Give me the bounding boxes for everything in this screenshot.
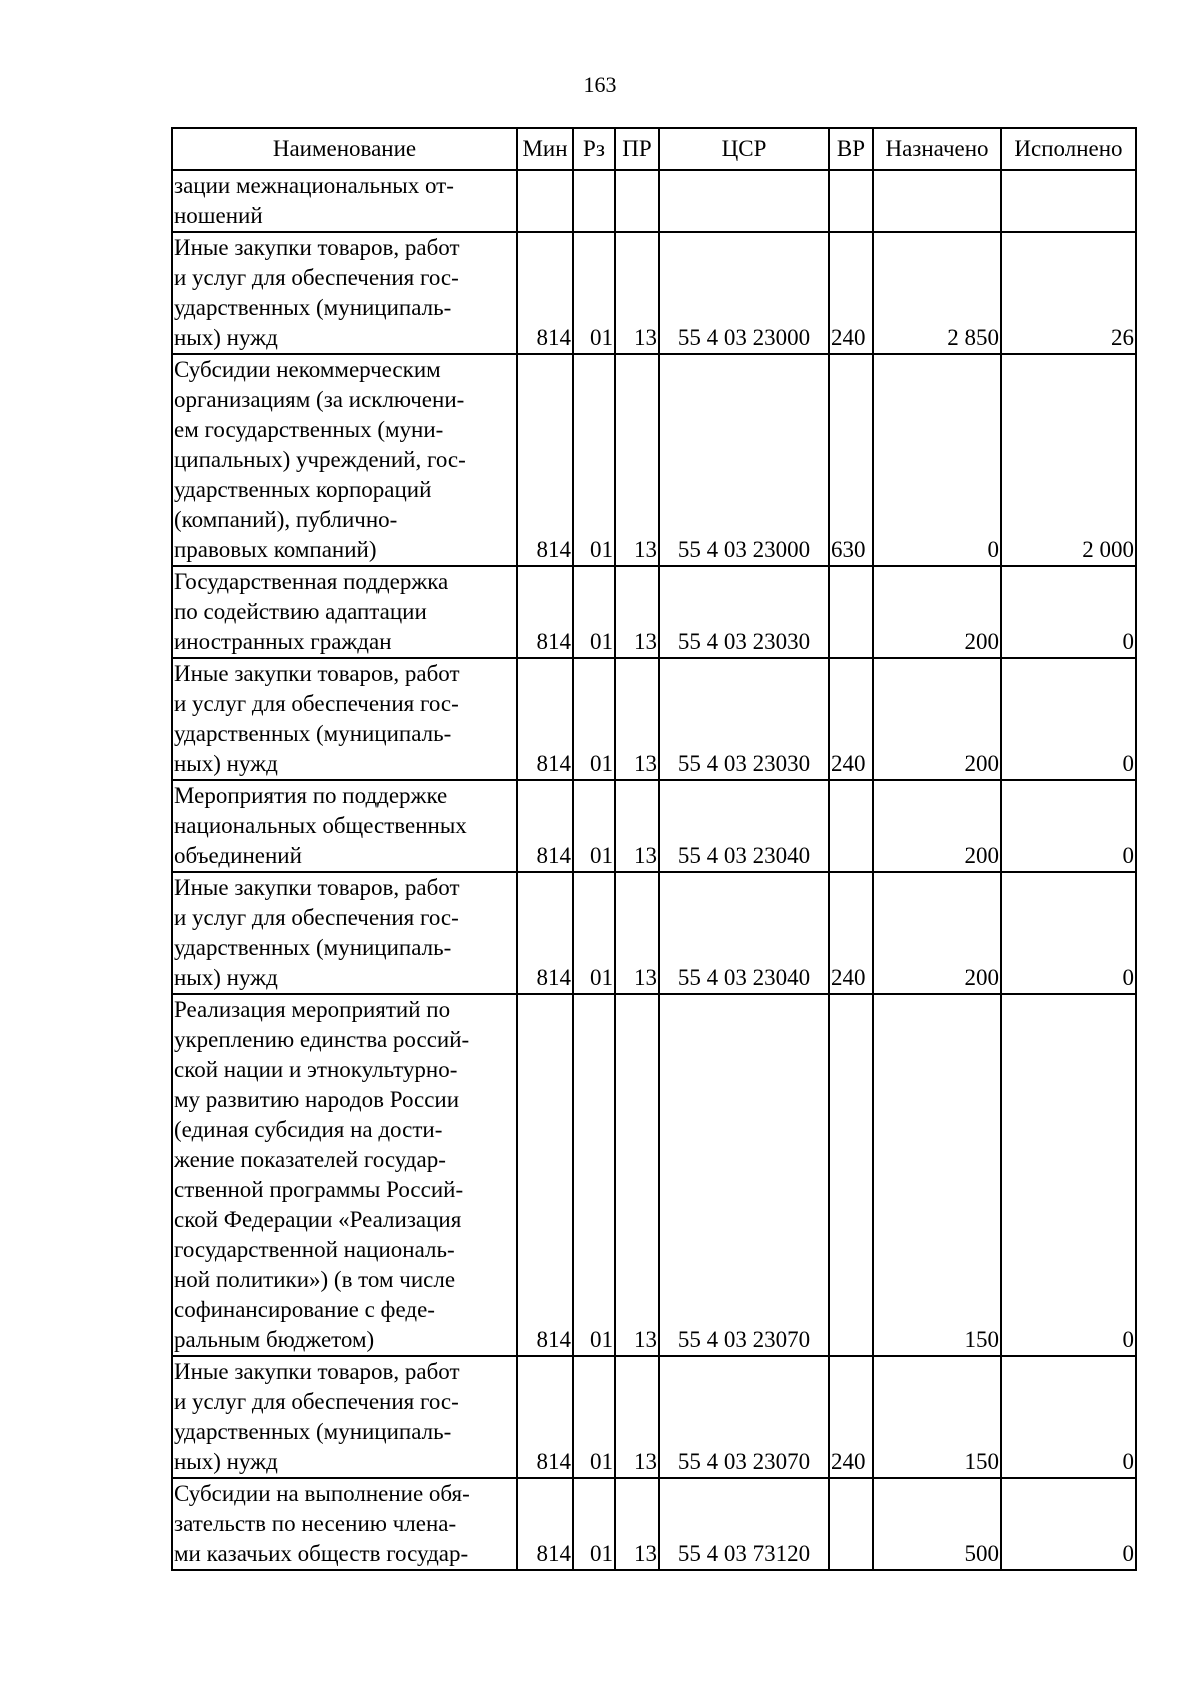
name-line: Субсидии на выполнение обя- [174,1481,470,1506]
cell-naznacheno: 200 [873,780,1001,872]
name-line: национальных общественных [174,813,467,838]
cell-rz: 01 [573,354,615,566]
cell-naznacheno: 500 [873,1478,1001,1570]
name-line: ных) нужд [174,751,278,776]
table-row [172,658,1136,780]
name-line: ной политики») (в том числе [174,1267,456,1292]
header-naznacheno: Назначено [873,128,1001,170]
table-row [172,1356,1136,1478]
cell-naimenovanie [172,1478,517,1570]
budget-table [171,127,1137,1571]
cell-naznacheno: 150 [873,994,1001,1356]
cell-csr: 55 4 03 23040 [659,872,829,994]
name-line: ных) нужд [174,1449,278,1474]
cell-csr: 55 4 03 23070 [659,1356,829,1478]
cell-naznacheno: 200 [873,566,1001,658]
cell-vr: 240 [829,872,873,994]
name-line: зации межнациональных от- [174,173,454,198]
cell-min: 814 [517,780,573,872]
name-line: ударственных (муниципаль- [174,295,452,320]
cell-pr [615,170,659,232]
header-naimenovanie: Наименование [172,128,517,170]
header-min: Мин [517,128,573,170]
name-line: по содействию адаптации [174,599,427,624]
cell-naimenovanie [172,658,517,780]
cell-naimenovanie [172,232,517,354]
cell-min: 814 [517,566,573,658]
name-line: ственной программы Россий- [174,1177,464,1202]
cell-min: 814 [517,354,573,566]
cell-naznacheno: 200 [873,872,1001,994]
name-line: ношений [174,203,263,228]
name-line: жение показателей государ- [174,1147,446,1172]
cell-ispolneno: 0 [1001,872,1136,994]
cell-naznacheno: 2 850 [873,232,1001,354]
cell-rz: 01 [573,872,615,994]
cell-naznacheno [873,170,1001,232]
name-line: (компаний), публично- [174,507,398,532]
cell-rz: 01 [573,780,615,872]
cell-csr: 55 4 03 23030 [659,658,829,780]
cell-vr [829,780,873,872]
name-line: му развитию народов России [174,1087,460,1112]
name-line: Реализация мероприятий по [174,997,451,1022]
cell-pr: 13 [615,354,659,566]
cell-naznacheno: 150 [873,1356,1001,1478]
table-row [172,354,1136,566]
name-line: (единая субсидия на дости- [174,1117,443,1142]
table-row [172,232,1136,354]
cell-ispolneno: 0 [1001,658,1136,780]
cell-naimenovanie [172,354,517,566]
cell-pr: 13 [615,1356,659,1478]
cell-rz [573,170,615,232]
cell-pr: 13 [615,566,659,658]
cell-rz: 01 [573,232,615,354]
header-rz: Рз [573,128,615,170]
cell-rz: 01 [573,1478,615,1570]
cell-vr: 240 [829,1356,873,1478]
name-line: Иные закупки товаров, работ [174,661,460,686]
name-line: ударственных (муниципаль- [174,721,452,746]
table-body [172,170,1136,1570]
cell-min: 814 [517,872,573,994]
header-csr: ЦСР [659,128,829,170]
table-row [172,780,1136,872]
cell-csr: 55 4 03 23000 [659,232,829,354]
name-line: ударственных (муниципаль- [174,1419,452,1444]
cell-csr: 55 4 03 23000 [659,354,829,566]
name-line: софинансирование с феде- [174,1297,435,1322]
name-line: и услуг для обеспечения гос- [174,1389,459,1414]
name-line: Государственная поддержка [174,569,449,594]
cell-naimenovanie [172,872,517,994]
cell-pr: 13 [615,994,659,1356]
cell-csr: 55 4 03 73120 [659,1478,829,1570]
name-line: ми казачьих обществ государ- [174,1541,469,1566]
name-line: правовых компаний) [174,537,377,562]
name-line: укреплению единства россий- [174,1027,470,1052]
cell-min [517,170,573,232]
cell-ispolneno: 0 [1001,566,1136,658]
cell-csr: 55 4 03 23030 [659,566,829,658]
cell-vr [829,170,873,232]
cell-naimenovanie [172,1356,517,1478]
name-line: ципальных) учреждений, гос- [174,447,466,472]
cell-vr [829,566,873,658]
cell-naimenovanie [172,780,517,872]
cell-csr [659,170,829,232]
name-line: ской нации и этнокультурно- [174,1057,458,1082]
header-pr: ПР [615,128,659,170]
cell-ispolneno: 0 [1001,1478,1136,1570]
name-line: Иные закупки товаров, работ [174,235,460,260]
cell-rz: 01 [573,566,615,658]
table-row [172,566,1136,658]
cell-pr: 13 [615,872,659,994]
cell-pr: 13 [615,232,659,354]
name-line: иностранных граждан [174,629,392,654]
cell-min: 814 [517,232,573,354]
name-line: государственной националь- [174,1237,455,1262]
cell-vr: 240 [829,658,873,780]
name-line: Иные закупки товаров, работ [174,1359,460,1384]
cell-vr: 630 [829,354,873,566]
cell-pr: 13 [615,1478,659,1570]
name-line: ем государственных (муни- [174,417,444,442]
name-line: ральным бюджетом) [174,1327,375,1352]
cell-min: 814 [517,658,573,780]
cell-rz: 01 [573,658,615,780]
cell-rz: 01 [573,1356,615,1478]
name-line: объединений [174,843,302,868]
cell-vr: 240 [829,232,873,354]
cell-vr [829,994,873,1356]
name-line: Иные закупки товаров, работ [174,875,460,900]
name-line: Мероприятия по поддержке [174,783,448,808]
cell-ispolneno: 0 [1001,780,1136,872]
cell-csr: 55 4 03 23040 [659,780,829,872]
cell-ispolneno: 0 [1001,994,1136,1356]
name-line: Субсидии некоммерческим [174,357,441,382]
cell-min: 814 [517,994,573,1356]
cell-naznacheno: 0 [873,354,1001,566]
cell-csr: 55 4 03 23070 [659,994,829,1356]
table-row [172,170,1136,232]
name-line: организациям (за исключени- [174,387,465,412]
cell-pr: 13 [615,658,659,780]
name-line: ударственных корпораций [174,477,432,502]
cell-naimenovanie [172,170,517,232]
cell-pr: 13 [615,780,659,872]
cell-naznacheno: 200 [873,658,1001,780]
cell-min: 814 [517,1478,573,1570]
header-vr: ВР [829,128,873,170]
table-row [172,1478,1136,1570]
cell-ispolneno: 0 [1001,1356,1136,1478]
cell-ispolneno [1001,170,1136,232]
name-line: и услуг для обеспечения гос- [174,265,459,290]
cell-naimenovanie [172,566,517,658]
table-row [172,994,1136,1356]
name-line: и услуг для обеспечения гос- [174,905,459,930]
header-ispolneno: Исполнено [1001,128,1136,170]
page-number: 163 [583,72,617,97]
table-row [172,872,1136,994]
cell-ispolneno: 2 000 [1001,354,1136,566]
cell-min: 814 [517,1356,573,1478]
table-header-row [172,128,1136,170]
cell-ispolneno: 26 [1001,232,1136,354]
name-line: ской Федерации «Реализация [174,1207,462,1232]
name-line: зательств по несению члена- [174,1511,457,1536]
cell-vr [829,1478,873,1570]
name-line: ударственных (муниципаль- [174,935,452,960]
cell-naimenovanie [172,994,517,1356]
name-line: и услуг для обеспечения гос- [174,691,459,716]
cell-rz: 01 [573,994,615,1356]
name-line: ных) нужд [174,325,278,350]
name-line: ных) нужд [174,965,278,990]
